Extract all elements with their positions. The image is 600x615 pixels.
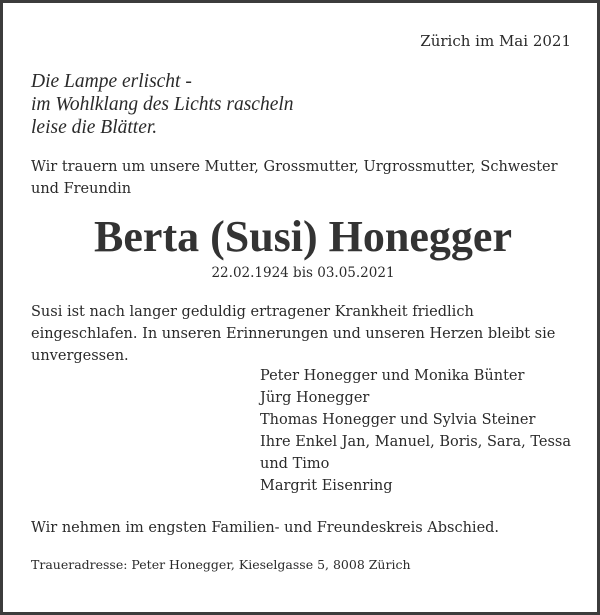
intro-text: Wir trauern um unsere Mutter, Grossmutter, Urgrossmutter, Schwester und Freundin xyxy=(31,159,558,197)
place-date: Zürich im Mai 2021 xyxy=(420,32,571,50)
mourner-line: und Timo xyxy=(260,456,330,472)
mourner-line: Peter Honegger und Monika Bünter xyxy=(260,368,525,384)
poem xyxy=(31,70,294,139)
poem-line: Die Lampe erlischt - xyxy=(31,71,192,92)
mourner-line: Thomas Honegger und Sylvia Steiner xyxy=(260,412,536,428)
mourning-address: Traueradresse: Peter Honegger, Kieselgasse 5, 8008 Zürich xyxy=(31,557,411,572)
mourner-line: Margrit Eisenring xyxy=(260,478,393,494)
poem-line: im Wohlklang des Lichts rascheln xyxy=(31,94,294,115)
life-dates: 22.02.1924 bis 03.05.2021 xyxy=(211,265,395,281)
mourner-line: Ihre Enkel Jan, Manuel, Boris, Sara, Tessa xyxy=(260,434,571,450)
mourner-line: Jürg Honegger xyxy=(260,390,370,406)
farewell-text: Wir nehmen im engsten Familien- und Freundeskreis Abschied. xyxy=(31,520,500,536)
body-text: Susi ist nach langer geduldig ertragener Krankheit friedlich eingeschlafen. In unseren Erinnerungen und unseren Herzen bleibt sie unvergessen. xyxy=(31,304,556,364)
mourners-list xyxy=(260,365,580,497)
deceased-name: Berta (Susi) Honegger xyxy=(94,212,512,261)
poem-line: leise die Blätter. xyxy=(31,117,158,138)
